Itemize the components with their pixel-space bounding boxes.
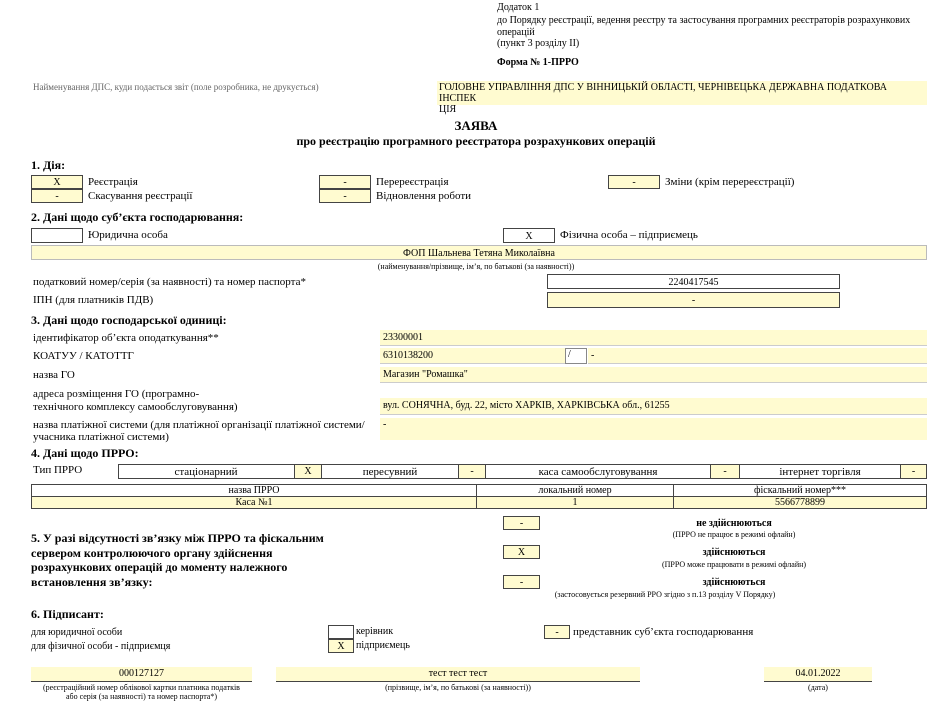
ipn-label: ІПН (для платників ПДВ)	[33, 294, 154, 306]
koatuu-separator: /	[568, 349, 571, 360]
appendix-line1: Додаток 1	[497, 2, 540, 13]
prro-type-label: Тип ПРРО	[33, 464, 83, 476]
reg-number-hint-line2: або серія (за наявності) та номер паспорта*)	[65, 692, 218, 701]
legal-entity-label: Юридична особа	[88, 229, 168, 241]
type-self-service-checkbox[interactable]: -	[710, 464, 740, 479]
go-name-field[interactable]: Магазин "Ромашка"	[380, 367, 927, 383]
tax-number-field[interactable]: 2240417545	[547, 274, 840, 289]
changes-checkbox[interactable]: -	[608, 175, 660, 189]
col-local-number: локальний номер	[477, 485, 674, 497]
page-title: ЗАЯВА	[454, 118, 498, 133]
appendix-line4: (пункт 3 розділу ІІ)	[497, 38, 580, 49]
offline-reserve-hint: (застосовується резервний РРО згідно з п.13 розділу V Порядку)	[554, 590, 776, 599]
offline-reserve-checkbox[interactable]: -	[503, 575, 540, 589]
offline-none-checkbox[interactable]: -	[503, 516, 540, 530]
reg-number-hint-line1: (реєстраційний номер облікової картки платника податків	[43, 683, 240, 692]
offline-none-label: не здійснюються	[696, 518, 772, 529]
s6-heading: 6. Підписант:	[31, 607, 104, 621]
dps-label: Найменування ДПС, куди подається звіт (поле розробника, не друкується)	[33, 82, 319, 92]
s5-heading-line2: сервером контролюючого органу здійснення	[31, 545, 273, 560]
payment-system-field[interactable]: -	[380, 418, 927, 440]
taxobj-id-label: ідентифікатор об’єкта оподаткування**	[33, 332, 219, 344]
type-internet-label: інтернет торгівля	[779, 466, 861, 478]
rereg-checkbox[interactable]: -	[319, 175, 371, 189]
page-subtitle: про реєстрацію програмного реєстратора розрахункових операцій	[296, 134, 656, 148]
appendix-line3: операцій	[497, 27, 535, 38]
tax-number-label: податковий номер/серія (за наявності) та номер паспорта*	[33, 276, 306, 288]
date-hint: (дата)	[808, 683, 828, 692]
address-field[interactable]: вул. СОНЯЧНА, буд. 22, місто ХАРКІВ, ХАРКІВСЬКА обл., 61255	[380, 398, 927, 415]
entity-name-hint: (найменування/прізвище, ім’я, по батькові (за наявності))	[377, 262, 575, 271]
type-stationary-checkbox[interactable]: X	[294, 464, 322, 479]
signer-name-hint: (прізвище, ім’я, по батькові (за наявності))	[385, 683, 531, 692]
reg-checkbox[interactable]: X	[31, 175, 83, 189]
date-field[interactable]: 04.01.2022	[764, 667, 872, 682]
payment-system-label-line2: учасника платіжної системи)	[33, 431, 169, 443]
katottg-field[interactable]: -	[588, 348, 927, 364]
representative-checkbox[interactable]: -	[544, 625, 570, 639]
reg-number-field[interactable]: 000127127	[31, 667, 252, 682]
s5-heading-line4: встановлення зв’язку:	[31, 574, 153, 589]
form-number: Форма № 1-ПРРО	[497, 57, 579, 68]
restore-label: Відновлення роботи	[376, 190, 472, 202]
type-stationary-label: стаціонарний	[174, 466, 238, 478]
changes-label: Зміни (крім перереєстрації)	[665, 176, 795, 188]
col-prro-name: назва ПРРО	[32, 485, 477, 497]
dps-value-line1: ГОЛОВНЕ УПРАВЛІННЯ ДПС У ВІННИЦЬКІЙ ОБЛАСТІ, ЧЕРНІВЕЦЬКА ДЕРЖАВНА ПОДАТКОВА ІНСПЕК	[439, 82, 887, 104]
taxobj-id-field[interactable]: 23300001	[380, 330, 927, 346]
type-internet-checkbox[interactable]: -	[900, 464, 927, 479]
go-name-label: назва ГО	[33, 369, 75, 381]
signer-fop-label: для фізичної особи - підприємця	[31, 641, 171, 652]
payment-system-label-line1: назва платіжної системи (для платіжної організації платіжної системи/	[33, 419, 365, 431]
prro-table	[31, 484, 927, 509]
table-row[interactable]	[32, 497, 927, 509]
signer-legal-label: для юридичної особи	[31, 627, 123, 638]
entity-name-field[interactable]: ФОП Шальнева Тетяна Миколаївна	[31, 245, 927, 260]
head-label: керівник	[356, 626, 394, 637]
s4-heading: 4. Дані щодо ПРРО:	[31, 446, 139, 460]
restore-checkbox[interactable]: -	[319, 189, 371, 203]
reg-label: Реєстрація	[88, 176, 138, 188]
dps-value[interactable]	[437, 81, 927, 115]
entrepreneur-checkbox[interactable]: X	[328, 639, 354, 653]
col-fiscal-number: фіскальний номер***	[674, 485, 927, 497]
address-label-line1: адреса розміщення ГО (програмно-	[33, 388, 200, 400]
type-self-service-label: каса самообслуговування	[538, 466, 658, 478]
type-mobile-checkbox[interactable]: -	[458, 464, 486, 479]
ipn-field[interactable]: -	[547, 292, 840, 308]
cell-local-number: 1	[477, 497, 674, 509]
cancel-label: Скасування реєстрації	[88, 190, 193, 202]
head-checkbox[interactable]	[328, 625, 354, 639]
offline-yes-label: здійснюються	[702, 547, 766, 558]
s3-heading: 3. Дані щодо господарської одиниці:	[31, 313, 227, 327]
cell-fiscal-number: 5566778899	[674, 497, 927, 509]
offline-reserve-label: здійснюються	[702, 577, 766, 588]
cancel-checkbox[interactable]: -	[31, 189, 83, 203]
address-label-line2: технічного комплексу самообслуговування)	[33, 401, 238, 413]
offline-yes-hint: (ПРРО може працювати в режимі офлайн)	[661, 560, 807, 569]
appendix-line2: до Порядку реєстрації, ведення реєстру та застосування програмних реєстраторів розрахункових	[497, 15, 911, 26]
signer-name-field[interactable]: тест тест тест	[276, 667, 640, 682]
s1-heading: 1. Дія:	[31, 158, 66, 172]
representative-label: представник суб’єкта господарювання	[573, 626, 754, 638]
entrepreneur-label: підприємець	[356, 640, 410, 651]
rereg-label: Перереєстрація	[376, 176, 449, 188]
fop-label: Фізична особа – підприємець	[560, 229, 698, 241]
s5-heading-line1: 5. У разі відсутності зв’язку між ПРРО та фіскальним	[31, 531, 324, 545]
s5-heading-line3: розрахункових операцій до моменту належного	[31, 560, 288, 574]
offline-yes-checkbox[interactable]: X	[503, 545, 540, 559]
offline-none-hint: (ПРРО не працює в режимі офлайн)	[672, 530, 796, 539]
legal-entity-checkbox[interactable]	[31, 228, 83, 243]
cell-prro-name: Каса №1	[32, 497, 477, 509]
s2-heading: 2. Дані щодо суб’єкта господарювання:	[31, 210, 244, 224]
koatuu-label: КОАТУУ / КАТОТТГ	[33, 350, 134, 362]
fop-checkbox[interactable]: X	[503, 228, 555, 243]
koatuu-separator-box	[565, 348, 587, 364]
type-mobile-label: пересувний	[362, 466, 418, 478]
s5-heading	[31, 531, 324, 589]
dps-value-line2: ЦІЯ	[439, 104, 457, 115]
koatuu-field[interactable]: 6310138200	[380, 348, 565, 364]
